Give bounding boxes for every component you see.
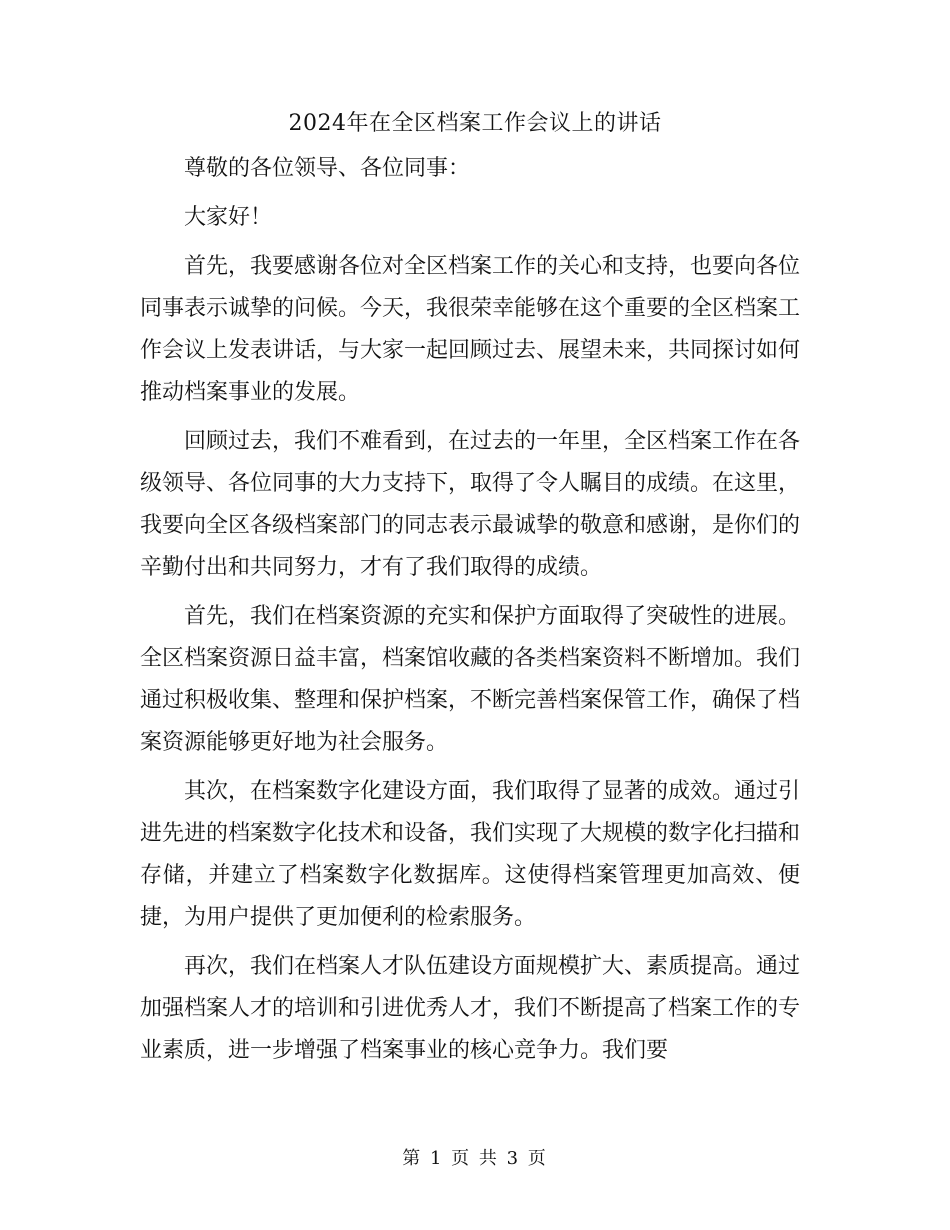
paragraph: 其次，在档案数字化建设方面，我们取得了显著的成效。通过引进先进的档案数字化技术和设备，我们实现了大规模的数字化扫描和存储，并建立了档案数字化数据库。这使得档案管理更加高效、便捷，为用户提供了更加便利的检索服务。 bbox=[140, 779, 801, 930]
paragraph: 再次，我们在档案人才队伍建设方面规模扩大、素质提高。通过加强档案人才的培训和引进优秀人才，我们不断提高了档案工作的专业素质，进一步增强了档案事业的核心竞争力。我们要 bbox=[140, 954, 801, 1063]
document-title: 2024年在全区档案工作会议上的讲话 bbox=[288, 111, 662, 136]
page-number-footer: 第 1 页 共 3 页 bbox=[402, 1148, 548, 1169]
paragraph: 首先，我们在档案资源的充实和保护方面取得了突破性的进展。全区档案资源日益丰富，档案馆收藏的各类档案资料不断增加。我们通过积极收集、整理和保护档案，不断完善档案保管工作，确保了档案资源能够更好地为社会服务。 bbox=[140, 604, 801, 755]
salutation: 尊敬的各位领导、各位同事： bbox=[184, 156, 471, 181]
paragraph: 首先，我要感谢各位对全区档案工作的关心和支持，也要向各位同事表示诚挚的问候。今天，我很荣幸能够在这个重要的全区档案工作会议上发表讲话，与大家一起回顾过去、展望未来，共同探讨如何推动档案事业的发展。 bbox=[140, 254, 801, 405]
paragraph: 回顾过去，我们不难看到，在过去的一年里，全区档案工作在各级领导、各位同事的大力支持下，取得了令人瞩目的成绩。在这里，我要向全区各级档案部门的同志表示最诚挚的敬意和感谢，是你们的辛勤付出和共同努力，才有了我们取得的成绩。 bbox=[140, 429, 801, 580]
greeting: 大家好！ bbox=[184, 205, 273, 230]
document-body bbox=[140, 148, 800, 1079]
